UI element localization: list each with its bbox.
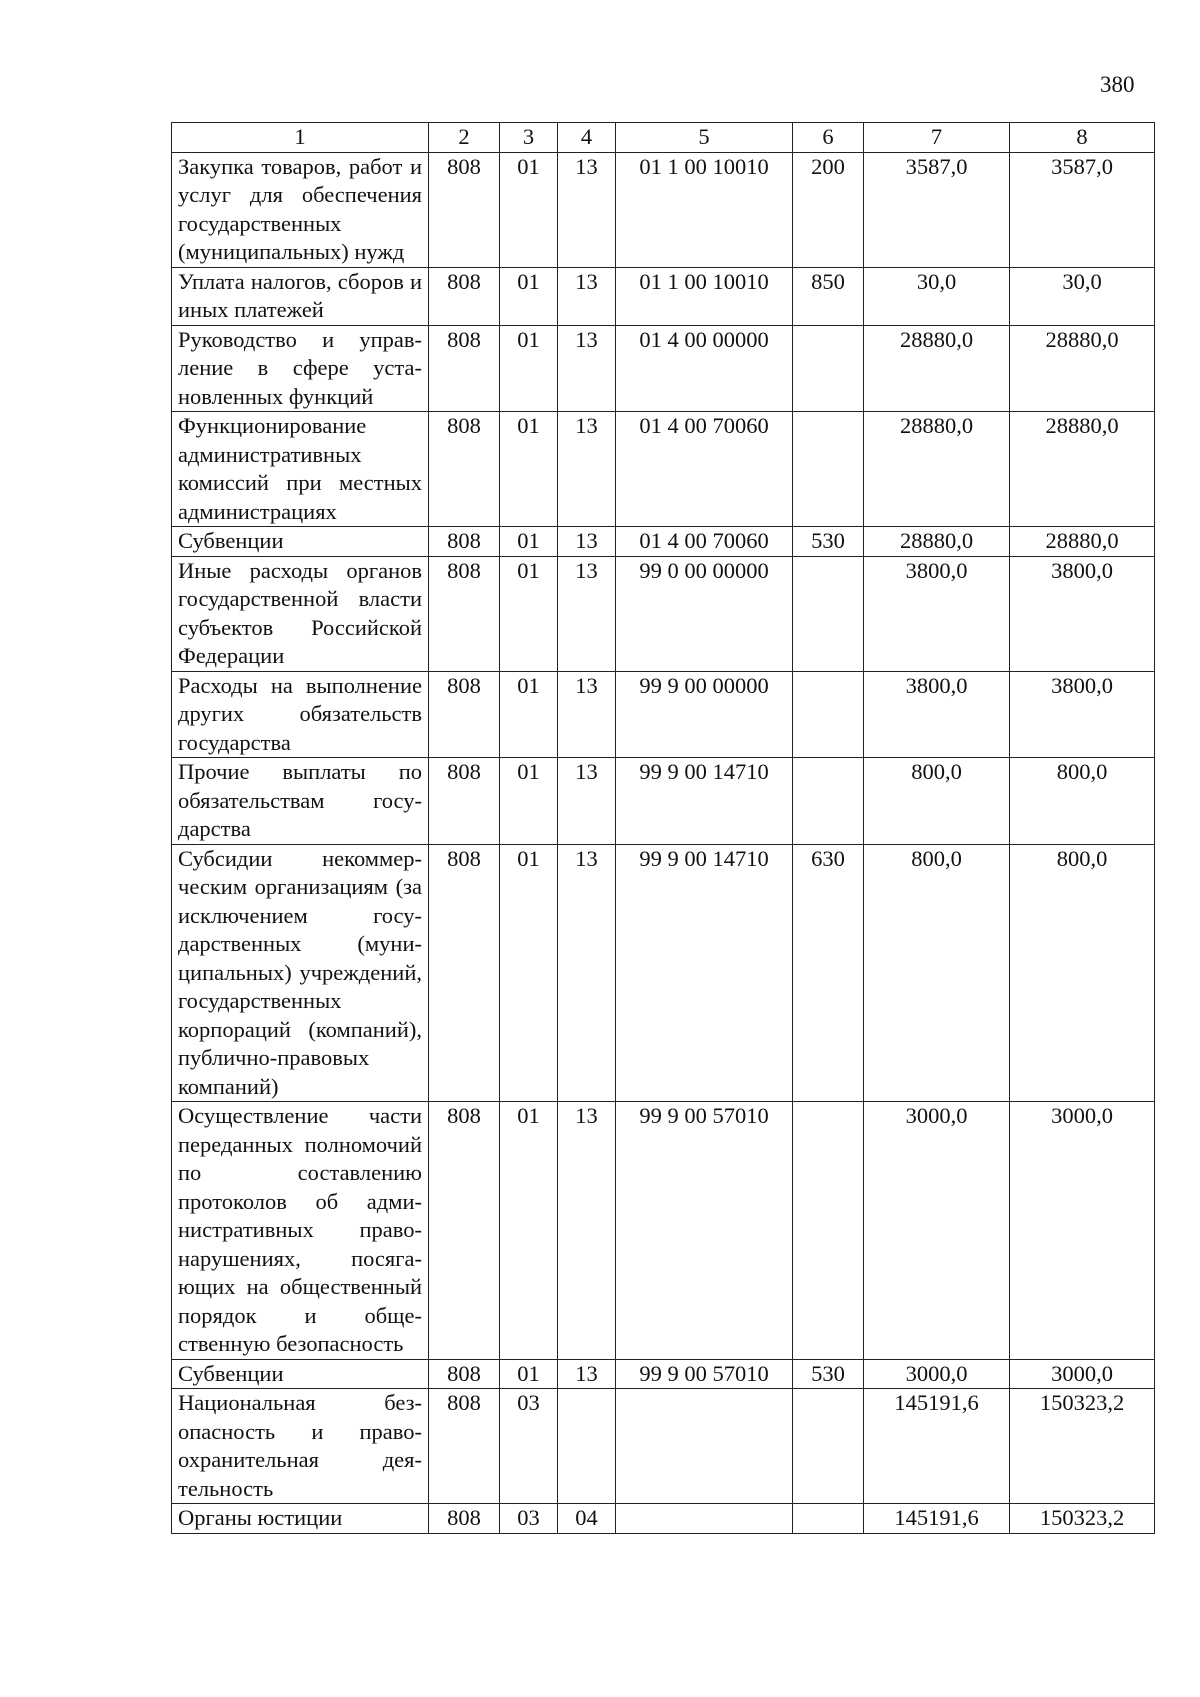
row-target-article-cell: 01 1 00 10010	[616, 267, 793, 325]
row-amount-cell: 800,0	[864, 844, 1010, 1102]
row-target-article-cell: 01 1 00 10010	[616, 152, 793, 267]
row-target-article-cell: 99 0 00 00000	[616, 556, 793, 671]
column-header: 2	[429, 123, 500, 153]
row-amount-cell: 150323,2	[1010, 1389, 1155, 1504]
row-expense-type-cell	[793, 758, 864, 845]
row-amount-cell: 145191,6	[864, 1389, 1010, 1504]
row-section-cell: 01	[500, 325, 558, 412]
row-target-article-cell: 01 4 00 00000	[616, 325, 793, 412]
row-amount-cell: 28880,0	[1010, 412, 1155, 527]
row-code-cell: 808	[429, 527, 500, 557]
row-amount-cell: 800,0	[1010, 844, 1155, 1102]
row-name-cell: Руководство и управление в сфере установленных функций	[172, 325, 429, 412]
row-name-cell: Органы юстиции	[172, 1504, 429, 1534]
table-row	[172, 1359, 1155, 1389]
row-section-cell: 03	[500, 1504, 558, 1534]
row-amount-cell: 3587,0	[864, 152, 1010, 267]
row-code-cell: 808	[429, 1504, 500, 1534]
row-code-cell: 808	[429, 1389, 500, 1504]
column-header: 5	[616, 123, 793, 153]
row-target-article-cell	[616, 1504, 793, 1534]
row-expense-type-cell: 850	[793, 267, 864, 325]
row-amount-cell: 150323,2	[1010, 1504, 1155, 1534]
table-row	[172, 325, 1155, 412]
row-subsection-cell: 13	[558, 267, 616, 325]
row-amount-cell: 28880,0	[864, 527, 1010, 557]
table-row	[172, 844, 1155, 1102]
row-target-article-cell: 01 4 00 70060	[616, 412, 793, 527]
table-row	[172, 412, 1155, 527]
row-code-cell: 808	[429, 671, 500, 758]
row-subsection-cell: 13	[558, 1359, 616, 1389]
row-target-article-cell: 99 9 00 57010	[616, 1102, 793, 1360]
row-amount-cell: 3800,0	[864, 671, 1010, 758]
page-number: 380	[1100, 72, 1135, 97]
row-amount-cell: 28880,0	[1010, 325, 1155, 412]
row-expense-type-cell	[793, 325, 864, 412]
row-subsection-cell: 13	[558, 844, 616, 1102]
row-name-cell: Расходы на выполнение других обязательств государства	[172, 671, 429, 758]
column-header: 6	[793, 123, 864, 153]
row-name-cell: Закупка товаров, работ и услуг для обеспечения государственных (муниципальных) нужд	[172, 152, 429, 267]
row-amount-cell: 3000,0	[864, 1102, 1010, 1360]
row-expense-type-cell: 530	[793, 1359, 864, 1389]
row-amount-cell: 800,0	[1010, 758, 1155, 845]
row-name-cell: Субвенции	[172, 527, 429, 557]
table-header-row	[172, 123, 1155, 153]
row-expense-type-cell	[793, 671, 864, 758]
row-name-cell: Функционирование административных комиссий при местных администрациях	[172, 412, 429, 527]
row-target-article-cell: 01 4 00 70060	[616, 527, 793, 557]
column-header: 8	[1010, 123, 1155, 153]
row-section-cell: 01	[500, 1359, 558, 1389]
row-subsection-cell: 13	[558, 527, 616, 557]
row-name-cell: Субсидии некоммерческим организациям (за исключением государственных (муниципальных) учреждений, государственных корпораций (компаний), публично-правовых компаний)	[172, 844, 429, 1102]
row-section-cell: 01	[500, 671, 558, 758]
row-expense-type-cell	[793, 1504, 864, 1534]
row-amount-cell: 3587,0	[1010, 152, 1155, 267]
row-name-cell: Уплата налогов, сборов и иных платежей	[172, 267, 429, 325]
row-target-article-cell: 99 9 00 00000	[616, 671, 793, 758]
row-code-cell: 808	[429, 412, 500, 527]
row-amount-cell: 28880,0	[864, 412, 1010, 527]
row-target-article-cell: 99 9 00 57010	[616, 1359, 793, 1389]
row-expense-type-cell	[793, 1102, 864, 1360]
row-expense-type-cell	[793, 412, 864, 527]
row-amount-cell: 3800,0	[864, 556, 1010, 671]
table-row	[172, 758, 1155, 845]
row-code-cell: 808	[429, 152, 500, 267]
row-amount-cell: 145191,6	[864, 1504, 1010, 1534]
row-code-cell: 808	[429, 325, 500, 412]
row-code-cell: 808	[429, 1102, 500, 1360]
row-subsection-cell: 13	[558, 758, 616, 845]
table-row	[172, 1504, 1155, 1534]
table-row	[172, 527, 1155, 557]
row-subsection-cell: 13	[558, 556, 616, 671]
row-name-cell: Иные расходы органов государственной власти субъектов Российской Федерации	[172, 556, 429, 671]
row-amount-cell: 28880,0	[1010, 527, 1155, 557]
row-subsection-cell: 13	[558, 1102, 616, 1360]
row-section-cell: 01	[500, 844, 558, 1102]
table-row	[172, 1102, 1155, 1360]
row-amount-cell: 3800,0	[1010, 671, 1155, 758]
row-name-cell: Прочие выплаты по обязательствам государства	[172, 758, 429, 845]
row-section-cell: 01	[500, 152, 558, 267]
row-amount-cell: 3000,0	[864, 1359, 1010, 1389]
row-target-article-cell: 99 9 00 14710	[616, 758, 793, 845]
budget-table	[171, 122, 1155, 1534]
row-section-cell: 01	[500, 1102, 558, 1360]
row-subsection-cell	[558, 1389, 616, 1504]
table-row	[172, 1389, 1155, 1504]
row-subsection-cell: 04	[558, 1504, 616, 1534]
column-header: 1	[172, 123, 429, 153]
row-code-cell: 808	[429, 556, 500, 671]
row-name-cell: Национальная безопасность и правоохранительная деятельность	[172, 1389, 429, 1504]
row-section-cell: 01	[500, 556, 558, 671]
row-name-cell: Осуществление части переданных полномочий по составлению протоколов об административных правонарушениях, посягающих на общественный порядок и общественную безопасность	[172, 1102, 429, 1360]
row-expense-type-cell	[793, 556, 864, 671]
row-expense-type-cell: 630	[793, 844, 864, 1102]
row-target-article-cell	[616, 1389, 793, 1504]
table-row	[172, 267, 1155, 325]
row-section-cell: 01	[500, 412, 558, 527]
column-header: 7	[864, 123, 1010, 153]
row-section-cell: 03	[500, 1389, 558, 1504]
row-amount-cell: 30,0	[864, 267, 1010, 325]
row-amount-cell: 28880,0	[864, 325, 1010, 412]
row-subsection-cell: 13	[558, 671, 616, 758]
row-code-cell: 808	[429, 758, 500, 845]
table-row	[172, 671, 1155, 758]
table-row	[172, 556, 1155, 671]
row-expense-type-cell: 530	[793, 527, 864, 557]
row-section-cell: 01	[500, 267, 558, 325]
row-expense-type-cell	[793, 1389, 864, 1504]
row-subsection-cell: 13	[558, 325, 616, 412]
row-amount-cell: 3800,0	[1010, 556, 1155, 671]
row-amount-cell: 800,0	[864, 758, 1010, 845]
column-header: 3	[500, 123, 558, 153]
row-section-cell: 01	[500, 758, 558, 845]
row-subsection-cell: 13	[558, 412, 616, 527]
row-amount-cell: 30,0	[1010, 267, 1155, 325]
column-header: 4	[558, 123, 616, 153]
row-expense-type-cell: 200	[793, 152, 864, 267]
row-section-cell: 01	[500, 527, 558, 557]
row-name-cell: Субвенции	[172, 1359, 429, 1389]
row-code-cell: 808	[429, 844, 500, 1102]
row-target-article-cell: 99 9 00 14710	[616, 844, 793, 1102]
row-code-cell: 808	[429, 267, 500, 325]
row-subsection-cell: 13	[558, 152, 616, 267]
table-row	[172, 152, 1155, 267]
row-amount-cell: 3000,0	[1010, 1102, 1155, 1360]
row-amount-cell: 3000,0	[1010, 1359, 1155, 1389]
row-code-cell: 808	[429, 1359, 500, 1389]
